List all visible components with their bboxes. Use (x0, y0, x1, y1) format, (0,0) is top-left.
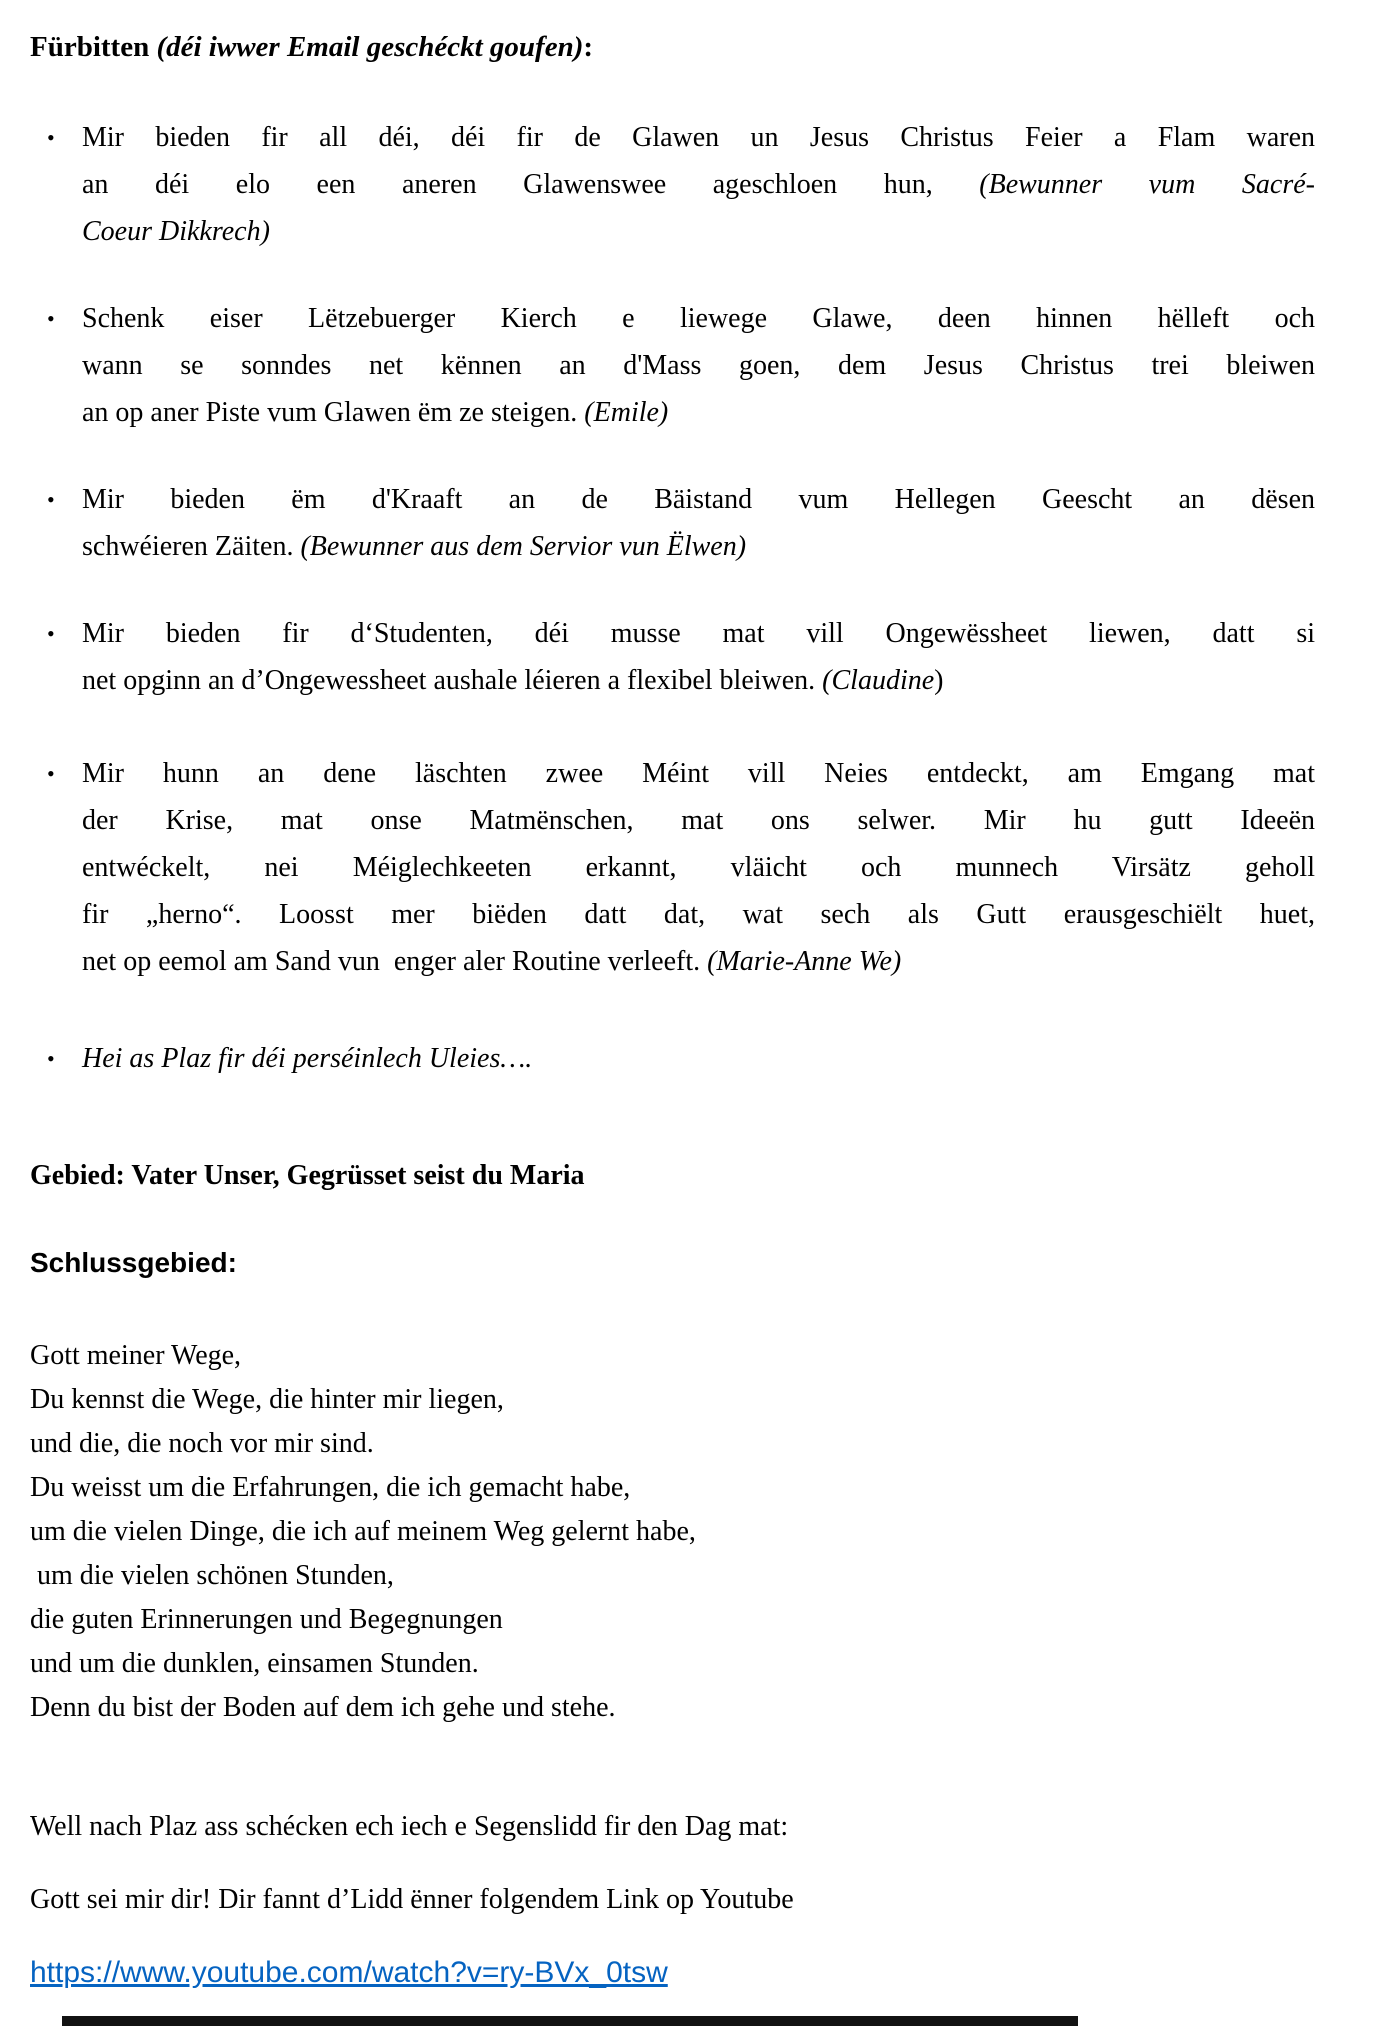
bullet-line: entwéckelt, nei Méiglechkeeten erkannt, vläicht och munnech Virsätz geholl (82, 852, 1315, 883)
bullet-icon: • (47, 761, 55, 786)
closing-line-1: Well nach Plaz ass schécken ech iech e Segenslidd fir den Dag mat: (30, 1811, 789, 1842)
bullet-icon: • (47, 1046, 55, 1071)
bullet-line: Mir bieden fir all déi, déi fir de Glawen un Jesus Christus Feier a Flam waren (82, 122, 1315, 153)
bullet-line: an déi elo een aneren Glawenswee ageschloen hun, (Bewunner vum Sacré- (82, 169, 1315, 200)
list-item (30, 476, 1315, 570)
bullet-icon: • (47, 487, 55, 512)
prayer-line: Du kennst die Wege, die hinter mir liegen, (30, 1384, 504, 1415)
page-title (30, 24, 1315, 71)
bullet-line: wann se sonndes net kënnen an d'Mass goen, dem Jesus Christus trei bleiwen (82, 350, 1315, 381)
prayer-line: Denn du bist der Boden auf dem ich gehe und stehe. (30, 1692, 616, 1723)
list-item (30, 114, 1315, 255)
prayer-line: und die, die noch vor mir sind. (30, 1428, 374, 1459)
bullet-line: Hei as Plaz fir déi perséinlech Uleies…. (82, 1043, 533, 1074)
prayer-line: die guten Erinnerungen und Begegnungen (30, 1604, 503, 1635)
bullet-line: Mir bieden ëm d'Kraaft an de Bäistand vum Hellegen Geescht an dësen (82, 484, 1315, 515)
prayer-line: um die vielen Dinge, die ich auf meinem Weg gelernt habe, (30, 1516, 696, 1547)
bullet-icon: • (47, 621, 55, 646)
bullet-line: net opginn an d’Ongewessheet aushale léieren a flexibel bleiwen. (Claudine) (82, 665, 944, 696)
list-item (30, 610, 1315, 704)
list-item (30, 1035, 1315, 1082)
bullet-line: der Krise, mat onse Matmënschen, mat ons selwer. Mir hu gutt Ideeën (82, 805, 1315, 836)
youtube-link[interactable]: https://www.youtube.com/watch?v=ry-BVx_0tsw (30, 1956, 668, 1989)
bullet-icon: • (47, 306, 55, 331)
link-row (30, 1949, 1315, 1997)
cropped-table-top-border (62, 2016, 1078, 2026)
bullet-line: Schenk eiser Lëtzebuerger Kierch e liewege Glawe, deen hinnen hëlleft och (82, 303, 1315, 334)
bullet-line: net op eemol am Sand vun enger aler Routine verleeft. (Marie-Anne We) (82, 946, 902, 977)
bullet-line: schwéieren Zäiten. (Bewunner aus dem Servior vun Ëlwen) (82, 531, 747, 562)
bullet-line: Coeur Dikkrech) (82, 216, 270, 247)
bullet-list (30, 114, 1315, 1082)
bullet-line: an op aner Piste vum Glawen ëm ze steigen. (Emile) (82, 397, 669, 428)
heading-schlussgebied: Schlussgebied: (30, 1247, 237, 1278)
bullet-line: Mir bieden fir d‘Studenten, déi musse mat vill Ongewëssheet liewen, datt si (82, 618, 1315, 649)
prayer-line: und um die dunklen, einsamen Stunden. (30, 1648, 479, 1679)
title-colon: : (583, 31, 594, 63)
heading-gebied: Gebied: Vater Unser, Gegrüsset seist du Maria (30, 1160, 585, 1191)
list-item (30, 750, 1315, 985)
prayer-line: um die vielen schönen Stunden, (30, 1560, 394, 1591)
list-item (30, 295, 1315, 436)
prayer-line: Gott meiner Wege, (30, 1340, 242, 1371)
closing-line-2: Gott sei mir dir! Dir fannt d’Lidd ënner folgendem Link op Youtube (30, 1884, 794, 1915)
bullet-line: fir „herno“. Loosst mer biëden datt dat, wat sech als Gutt erausgeschiëlt huet, (82, 899, 1315, 930)
bullet-line: Mir hunn an dene läschten zwee Méint vill Neies entdeckt, am Emgang mat (82, 758, 1315, 789)
prayer-line: Du weisst um die Erfahrungen, die ich gemacht habe, (30, 1472, 631, 1503)
prayer-text (30, 1334, 1315, 1730)
title-text: Fürbitten (30, 31, 157, 63)
bullet-icon: • (47, 125, 55, 150)
title-italic-text: (déi iwwer Email geschéckt goufen) (156, 31, 584, 63)
